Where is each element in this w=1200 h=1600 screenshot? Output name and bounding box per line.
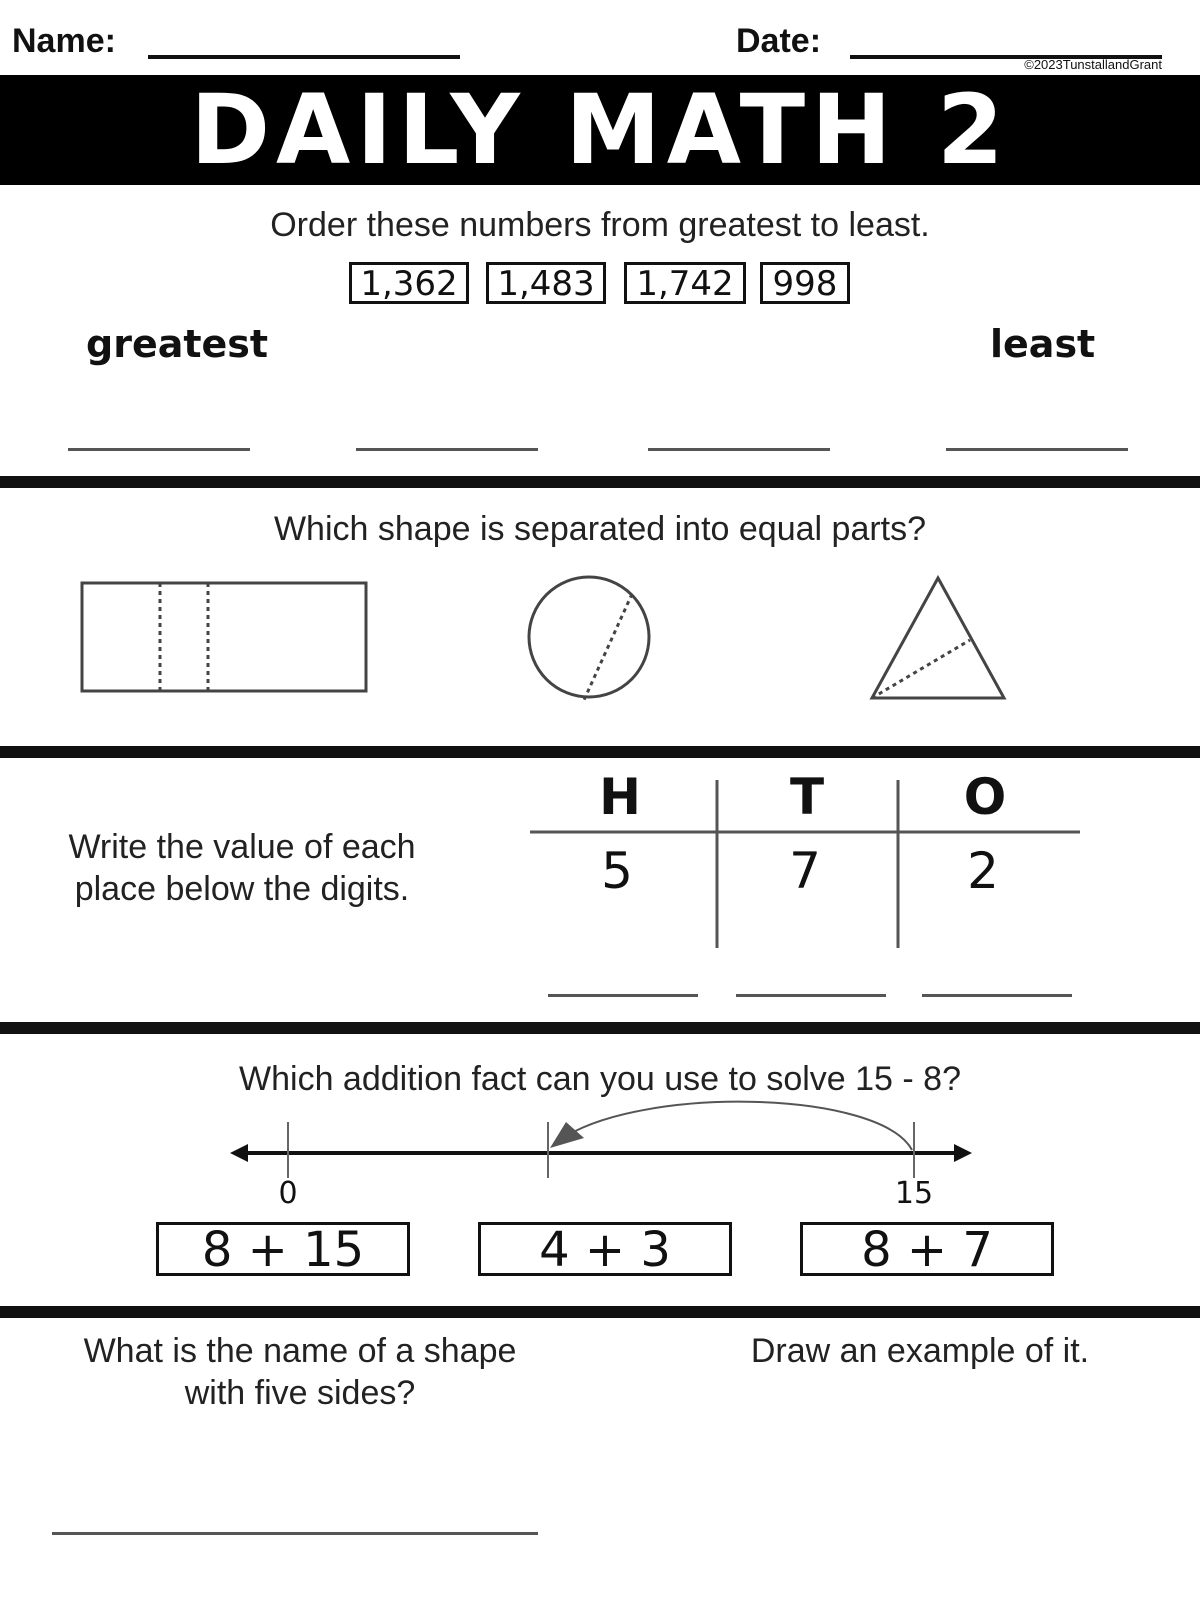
copyright-text: ©2023TunstallandGrant (1024, 57, 1162, 72)
addition-fact-prompt: Which addition fact can you use to solve 15 - 8? (239, 1060, 961, 1098)
greatest-label: greatest (86, 322, 269, 366)
name-label: Name: (12, 22, 116, 60)
number-line-label-zero: 0 (278, 1176, 298, 1211)
shape-name-blank[interactable] (52, 1532, 538, 1535)
five-sides-prompt-line2: with five sides? (184, 1374, 416, 1412)
answer-blank[interactable] (356, 448, 538, 451)
number-box: 1,742 (624, 262, 746, 304)
circle-icon[interactable] (529, 577, 649, 700)
place-value-prompt-line1: Write the value of each (68, 828, 416, 866)
tens-value-blank[interactable] (736, 994, 886, 997)
answer-option[interactable]: 4 + 3 (478, 1222, 732, 1276)
order-prompt: Order these numbers from greatest to least. (270, 206, 930, 244)
drawing-area[interactable] (700, 1400, 1140, 1570)
number-line-label-fifteen: 15 (894, 1176, 934, 1211)
number-box: 998 (760, 262, 850, 304)
hundreds-digit: 5 (601, 842, 633, 900)
section-divider (0, 1022, 1200, 1034)
least-label: least (990, 322, 1096, 366)
draw-prompt: Draw an example of it. (750, 1332, 1090, 1370)
page-title: DAILY MATH 2 (190, 74, 1010, 186)
five-sides-prompt-line1: What is the name of a shape (83, 1332, 517, 1370)
ones-header: O (963, 768, 1007, 826)
answer-option[interactable]: 8 + 7 (800, 1222, 1054, 1276)
section-divider (0, 476, 1200, 488)
date-label: Date: (736, 22, 822, 60)
shapes-area (0, 560, 1200, 710)
answer-blank[interactable] (648, 448, 830, 451)
hundreds-header: H (599, 768, 641, 826)
answer-blank[interactable] (946, 448, 1128, 451)
hundreds-value-blank[interactable] (548, 994, 698, 997)
tens-header: T (789, 768, 825, 826)
number-box: 1,362 (349, 262, 469, 304)
ones-value-blank[interactable] (922, 994, 1072, 997)
place-value-prompt-line2: place below the digits. (74, 870, 410, 908)
section-divider (0, 746, 1200, 758)
triangle-icon[interactable] (872, 578, 1004, 698)
rectangle-icon[interactable] (82, 583, 366, 691)
answer-blank[interactable] (68, 448, 250, 451)
number-line (0, 1090, 1200, 1180)
name-field[interactable] (148, 55, 460, 59)
section-divider (0, 1306, 1200, 1318)
tens-digit: 7 (789, 842, 821, 900)
answer-option[interactable]: 8 + 15 (156, 1222, 410, 1276)
equal-parts-prompt: Which shape is separated into equal parts? (273, 510, 927, 548)
number-box: 1,483 (486, 262, 606, 304)
ones-digit: 2 (967, 842, 999, 900)
